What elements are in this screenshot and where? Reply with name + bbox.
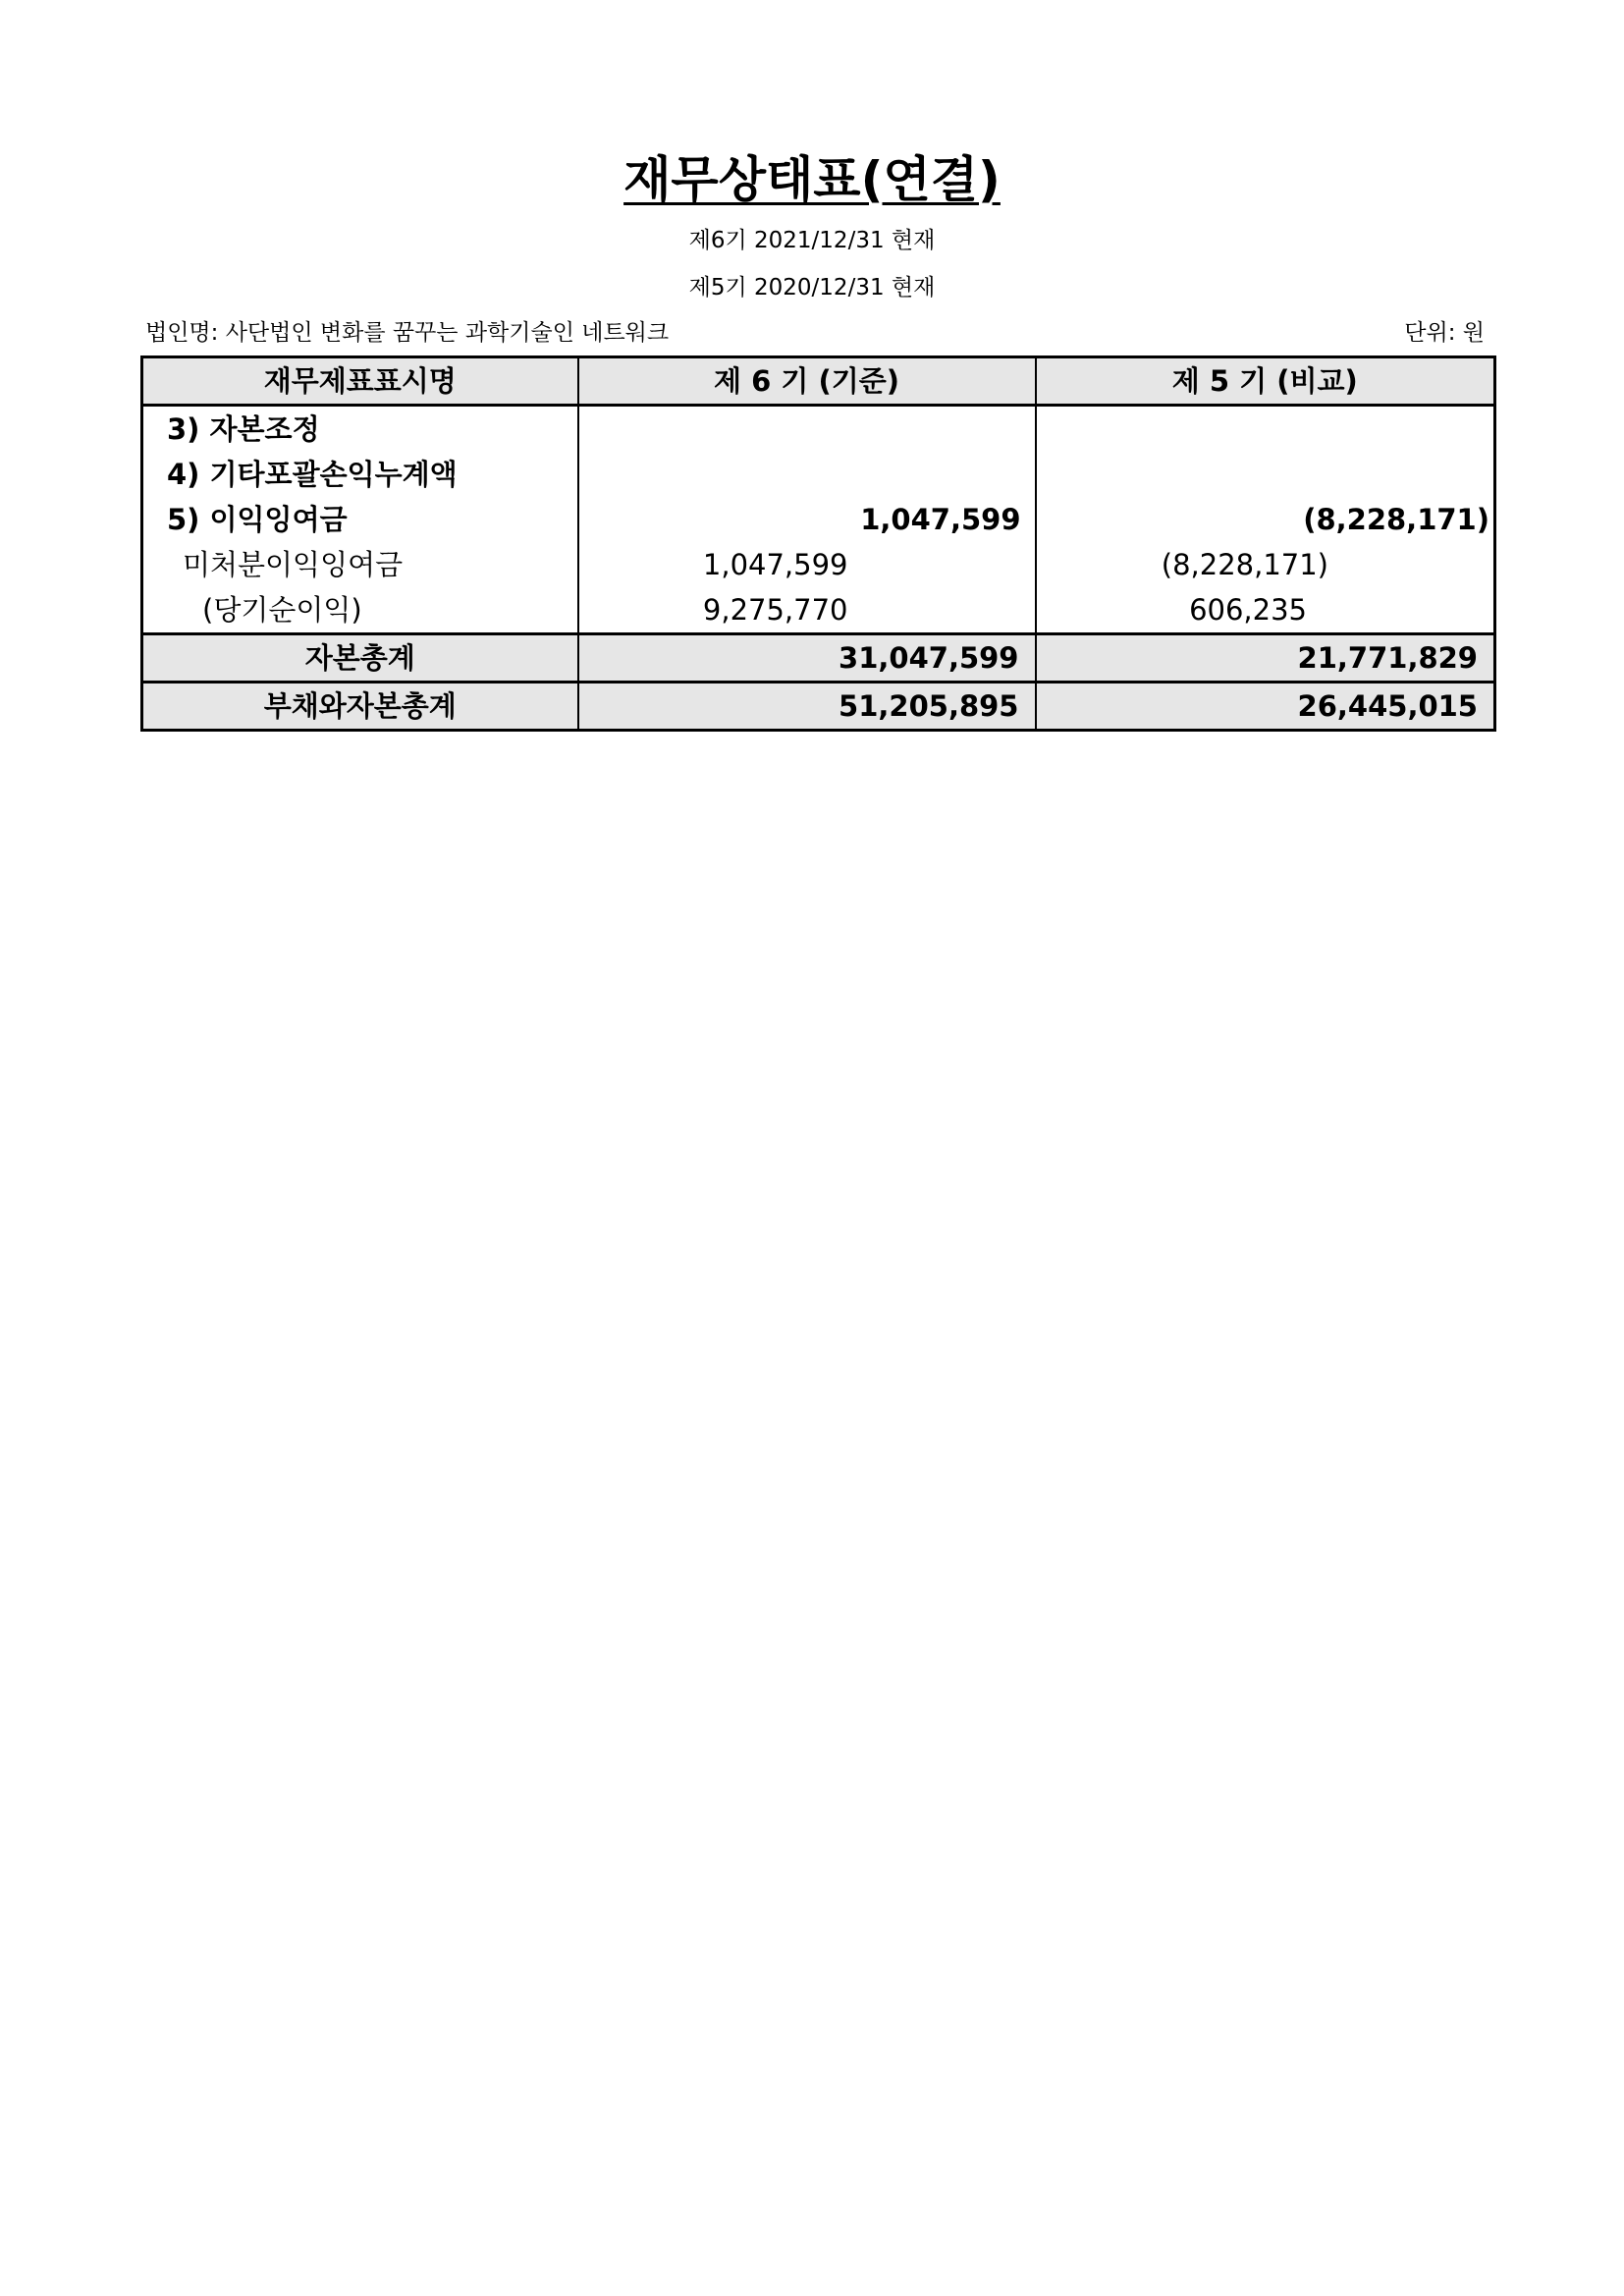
table-row xyxy=(142,497,1495,542)
row-label: 5) 이익잉여금 xyxy=(142,497,578,542)
row-label: 4) 기타포괄손익누계액 xyxy=(142,452,578,497)
row-prior: 606,235 xyxy=(1036,587,1495,634)
period-current: 제6기 2021/12/31 현재 xyxy=(688,228,936,253)
page-title: 재무상태표(연결) xyxy=(623,151,1001,208)
table-row xyxy=(142,452,1495,497)
total-label: 부채와자본총계 xyxy=(142,683,578,731)
table-header-row xyxy=(142,357,1495,406)
row-label: (당기순이익) xyxy=(142,587,578,634)
total-prior: 21,771,829 xyxy=(1036,634,1495,683)
balance-sheet-table xyxy=(140,355,1496,732)
corporation-name: 법인명: 사단법인 변화를 꿈꾸는 과학기술인 네트워크 xyxy=(145,320,670,346)
row-current xyxy=(578,406,1036,453)
row-current: 1,047,599 xyxy=(578,497,1036,542)
total-current: 51,205,895 xyxy=(578,683,1036,731)
row-prior xyxy=(1036,452,1495,497)
row-current xyxy=(578,452,1036,497)
row-current: 9,275,770 xyxy=(578,587,1036,634)
row-label: 미처분이익잉여금 xyxy=(142,542,578,587)
total-prior: 26,445,015 xyxy=(1036,683,1495,731)
row-prior: (8,228,171) xyxy=(1036,497,1495,542)
row-label: 3) 자본조정 xyxy=(142,406,578,453)
total-row xyxy=(142,634,1495,683)
row-prior xyxy=(1036,406,1495,453)
table-row xyxy=(142,587,1495,634)
row-prior: (8,228,171) xyxy=(1036,542,1495,587)
header-current-period: 제 6 기 (기준) xyxy=(578,357,1036,406)
table-row xyxy=(142,542,1495,587)
total-label: 자본총계 xyxy=(142,634,578,683)
table-row xyxy=(142,406,1495,453)
total-current: 31,047,599 xyxy=(578,634,1036,683)
row-current: 1,047,599 xyxy=(578,542,1036,587)
header-account-name: 재무제표표시명 xyxy=(142,357,578,406)
header-prior-period: 제 5 기 (비교) xyxy=(1036,357,1495,406)
total-row xyxy=(142,683,1495,731)
unit-label: 단위: 원 xyxy=(1404,320,1485,346)
period-prior: 제5기 2020/12/31 현재 xyxy=(688,275,936,301)
